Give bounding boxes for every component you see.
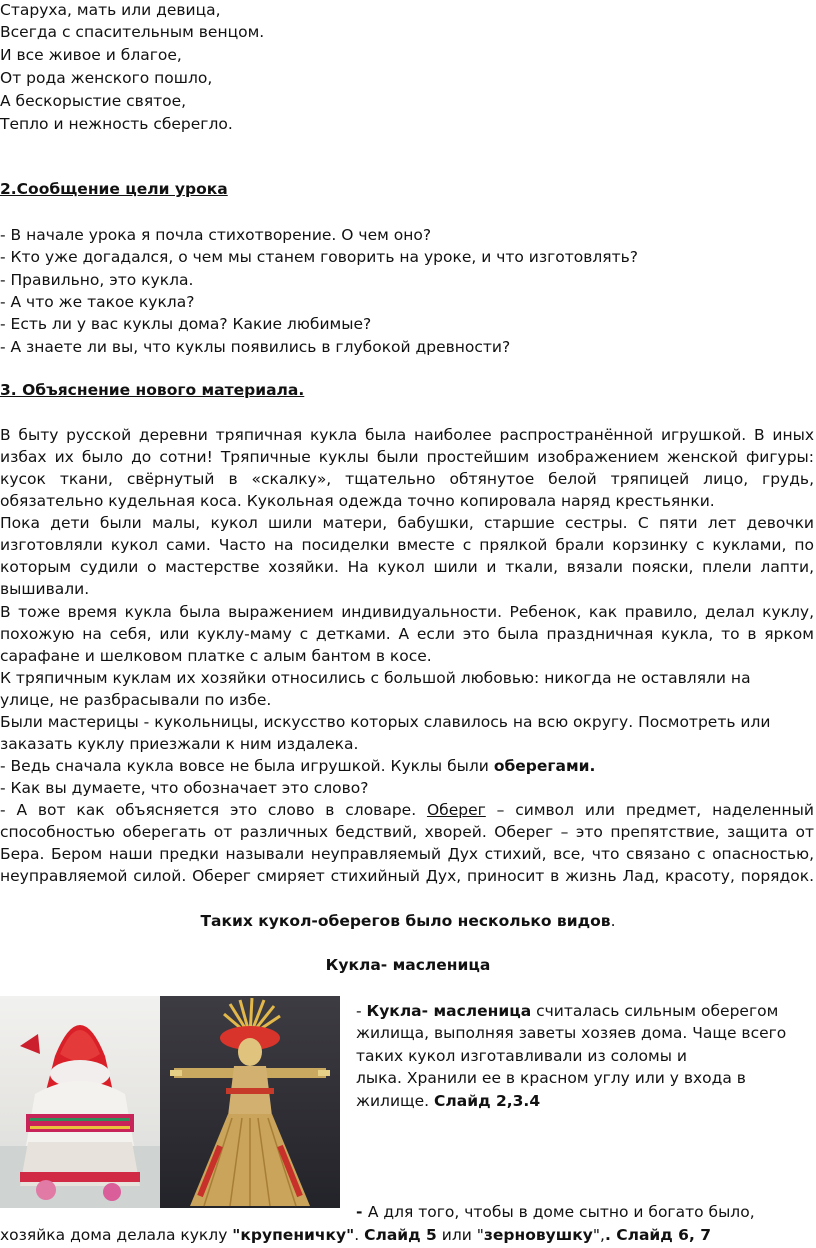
paragraph-line: заказать куклу приезжали к ним издалека. <box>0 735 359 753</box>
punct: . <box>354 1226 365 1244</box>
description-text: считалась сильным оберегом <box>531 1002 779 1020</box>
paragraph-line: Были мастерицы - кукольницы, искусство которых славилось на всю округу. Посмотреть или <box>0 713 771 731</box>
description-line: жилища, выполняя заветы хозяев дома. Чаще всего <box>356 1024 787 1043</box>
dash: - <box>356 1002 367 1020</box>
description-line <box>356 1000 786 1022</box>
dash: - <box>356 1203 368 1221</box>
maslenitsa-bold: Кукла- масленица <box>366 1002 532 1020</box>
poem-line: От рода женского пошло, <box>0 69 213 87</box>
description-line: таких кукол изготавливали из соломы и <box>356 1046 687 1065</box>
dictionary-line <box>0 799 814 821</box>
paragraph-line: улице, не разбрасывали по избе. <box>0 691 272 709</box>
maslenitsa-heading: Кукла- масленица <box>325 956 491 974</box>
straw-maslenitsa-doll-photo <box>160 996 340 1208</box>
question-line: - А что же такое кукла? <box>0 293 195 311</box>
description-line <box>356 1090 786 1112</box>
paragraph-line: вышивали. <box>0 580 90 598</box>
description-line: лыка. Хранили ее в красном углу или у входа в <box>356 1069 746 1088</box>
question-line: - В начале урока я почла стихотворение. О чем оно? <box>0 226 432 244</box>
question-line: - Кто уже догадался, о чем мы станем говорить на уроке, и что изготовлять? <box>0 248 639 266</box>
types-heading-dot: . <box>610 912 616 930</box>
dictionary-rest: – символ или предмет, наделенный <box>485 801 814 819</box>
poem-line: Всегда с спасительным венцом. <box>0 23 265 41</box>
paragraph-line: Бера. Бером наши предки называли неуправляемый Дух стихий, все, что связано с опасностью, <box>0 845 814 863</box>
straw-doll-icon <box>160 996 340 1208</box>
paragraph-line: сарафане и шелковом платке с алым бантом в косе. <box>0 647 432 665</box>
paragraph-line: которым судили о мастерстве хозяйки. На кукол шили и ткали, вязали пояски, плели лапти, <box>0 558 814 576</box>
maslenitsa-description <box>356 1000 786 1112</box>
paragraph-line: неуправляемой силой. Оберег смиряет стихийный Дух, приносит в жизнь Лад, красоту, порядок. <box>0 867 814 885</box>
zernovushka-bold: зерновушку <box>483 1226 593 1244</box>
poem-line: И все живое и благое, <box>0 46 182 64</box>
poem-line: А бескорыстие святое, <box>0 92 187 110</box>
paragraph-line: обязательно кудельная коса. Кукольная одежда точно копировала наряд крестьянки. <box>0 492 715 510</box>
section-3-heading: 3. Объяснение нового материала. <box>0 381 305 399</box>
question-line: - Правильно, это кукла. <box>0 271 194 289</box>
types-heading-text: Таких кукол-оберегов было несколько видов <box>200 912 611 930</box>
question-line: - А знаете ли вы, что куклы появились в глубокой древности? <box>0 338 511 356</box>
rag-doll-photo <box>0 996 160 1208</box>
rag-doll-icon <box>0 996 160 1208</box>
paragraph-line: избах их было до сотни! Тряпичные куклы были простейшим изображением женской фигуры: <box>0 448 814 466</box>
slide-reference: . Слайд 6, 7 <box>604 1226 712 1244</box>
paragraph-line: К тряпичным куклам их хозяйки относились с большой любовью: никогда не оставляли на <box>0 669 751 687</box>
krupenichka-text: или " <box>436 1226 484 1244</box>
paragraph-line: изготовляли кукол сами. Часто на посиделки вместе с прялкой брали корзинку с куклами, по <box>0 536 814 554</box>
obereg-bold-word: оберегами. <box>493 757 596 775</box>
paragraph-line: Пока дети были малы, кукол шили матери, бабушки, старшие сестры. С пяти лет девочки <box>0 514 814 532</box>
punct: ", <box>592 1226 605 1244</box>
slide-reference: Слайд 5 <box>364 1226 437 1244</box>
poem-line: Тепло и нежность сберегло. <box>0 115 233 133</box>
krupenichka-line-1 <box>356 1201 755 1223</box>
description-text: жилище. <box>356 1091 435 1110</box>
section-2-heading: 2.Сообщение цели урока <box>0 180 228 198</box>
obereg-line <box>0 755 595 777</box>
paragraph-line: похожую на себя, или куклу-маму с детками. А если это была праздничная кукла, то в ярком <box>0 625 814 643</box>
krupenichka-bold: "крупеничку" <box>232 1226 355 1244</box>
krupenichka-line-2 <box>0 1224 711 1246</box>
slide-reference: Слайд 2,3.4 <box>434 1091 541 1110</box>
krupenichka-text: А для того, чтобы в доме сытно и богато было, <box>367 1203 755 1221</box>
paragraph-line: В быту русской деревни тряпичная кукла была наиболее распространённой игрушкой. В иных <box>0 426 814 444</box>
question-line: - Есть ли у вас куклы дома? Какие любимые? <box>0 315 372 333</box>
paragraph-line: В тоже время кукла была выражением индивидуальности. Ребенок, как правило, делал куклу, <box>0 603 814 621</box>
dictionary-word: Оберег <box>426 801 486 819</box>
types-heading <box>0 910 816 932</box>
paragraph-line: способностью оберегать от различных бедствий, хворей. Оберег – это препятствие, защита от <box>0 823 814 841</box>
question-line: - Как вы думаете, что обозначает это слово? <box>0 779 369 797</box>
krupenichka-text: хозяйка дома делала куклу <box>0 1226 233 1244</box>
poem-line: Старуха, мать или девица, <box>0 1 221 19</box>
dictionary-prefix: - А вот как объясняется это слово в словаре. <box>0 801 427 819</box>
paragraph-line: кусок ткани, свёрнутый в «скалку», тщательно обтянутое белой тряпицей лицо, грудь, <box>0 470 814 488</box>
obereg-line-text: - Ведь сначала кукла вовсе не была игрушкой. Куклы были <box>0 757 494 775</box>
